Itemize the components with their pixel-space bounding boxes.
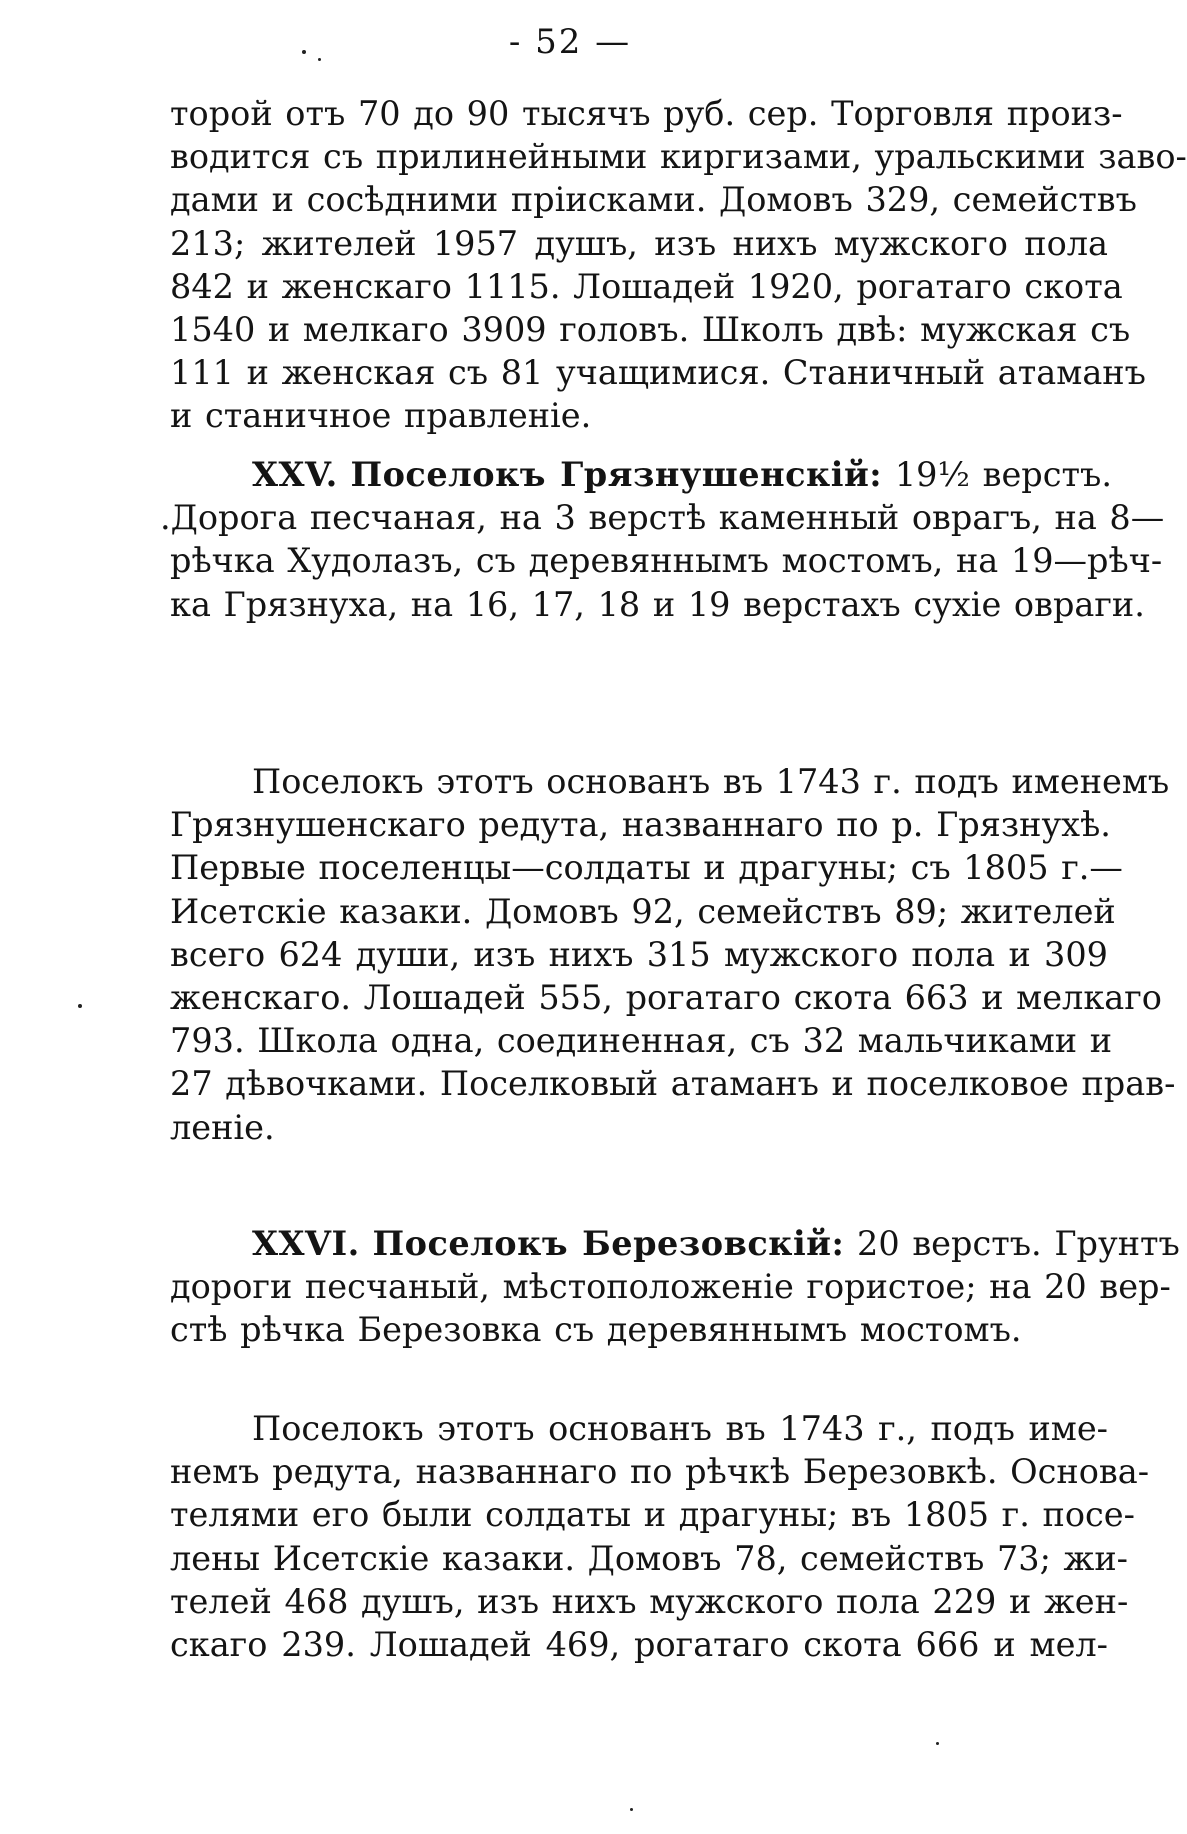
text-line: Поселокъ этотъ основанъ въ 1743 г. подъ именемъ [252,762,1170,801]
text-line: 793. Школа одна, соединенная, съ 32 мальчиками и [170,1021,1113,1061]
text-line: 111 и женская съ 81 учащимися. Станичный атаманъ [170,353,1146,393]
section-distance: 19½ верстъ. [894,455,1112,494]
text-line: 842 и женскаго 1115. Лошадей 1920, рогатаго скота [170,266,1123,306]
section-title: Поселокъ Березовскій: [372,1224,845,1263]
section-xxv [160,453,1165,626]
text-line: 1540 и мелкаго 3909 головъ. Школъ двѣ: мужская съ [170,310,1131,350]
text-line: дами и сосѣдними пріисками. Домовъ 329, семействъ [170,180,1137,220]
text-line: Первые поселенцы—солдаты и драгуны; съ 1805 г.— [170,848,1123,888]
text-line: Поселокъ этотъ основанъ въ 1743 г., подъ име- [252,1409,1108,1448]
text-line: рѣчка Худолазъ, съ деревяннымъ мостомъ, на 19—рѣч- [170,541,1163,581]
scan-speck [630,1808,633,1811]
text-line: телями его были солдаты и драгуны; въ 1805 г. посе- [170,1495,1135,1535]
text-line: ка Грязнуха, на 16, 17, 18 и 19 верстахъ сухіе овраги. [170,584,1145,624]
text-line: .Дорога песчаная, на 3 верстѣ каменный оврагъ, на 8— [160,498,1165,538]
section-number: XXVI. [252,1224,360,1263]
text-line: и станичное правленіе. [170,396,592,436]
text-line: водится съ прилинейными киргизами, уральскими заво- [170,137,1187,177]
text-line: дороги песчаный, мѣстоположеніе гористое; на 20 вер- [170,1267,1171,1307]
section-title: Поселокъ Грязнушенскій: [350,455,883,494]
scan-speck [936,1742,939,1745]
text-line: женскаго. Лошадей 555, рогатаго скота 663 и мелкаго [170,978,1162,1018]
section-xxvi [170,1222,1180,1352]
section-xxvi-history [170,1407,1150,1666]
section-xxv-heading [170,453,1112,496]
text-line: 213; жителей 1957 душъ, изъ нихъ мужского пола [170,223,1108,263]
text-line: скаго 239. Лошадей 469, рогатаго скота 666 и мел- [170,1625,1108,1665]
section-xxvi-heading [170,1222,1180,1265]
text-line: всего 624 души, изъ нихъ 315 мужского пола и 309 [170,934,1108,974]
page-number: - 52 — [508,22,632,62]
text-line: Грязнушенскаго редута, названнаго по р. Грязнухѣ. [170,805,1111,845]
text-line: торой отъ 70 до 90 тысячъ руб. сер. Торговля произ- [170,94,1123,133]
text-line: немъ редута, названнаго по рѣчкѣ Березовкѣ. Основа- [170,1452,1150,1492]
section-distance: 20 верстъ. Грунтъ [857,1224,1180,1263]
scan-speck [302,50,306,54]
text-line: лены Исетскіе казаки. Домовъ 78, семействъ 73; жи- [170,1538,1129,1578]
text-line: леніе. [170,1107,275,1147]
scan-speck [318,58,321,61]
opening-paragraph [170,92,1187,438]
section-xxv-history [170,760,1176,1149]
text-line: 27 дѣвочками. Поселковый атаманъ и поселковое прав- [170,1064,1176,1104]
text-line: стѣ рѣчка Березовка съ деревяннымъ мостомъ. [170,1310,1022,1350]
text-line: Исетскіе казаки. Домовъ 92, семействъ 89; жителей [170,891,1116,931]
text-line: телей 468 душъ, изъ нихъ мужского пола 229 и жен- [170,1581,1129,1621]
scan-speck [78,1004,82,1008]
section-number: XXV. [252,455,338,494]
